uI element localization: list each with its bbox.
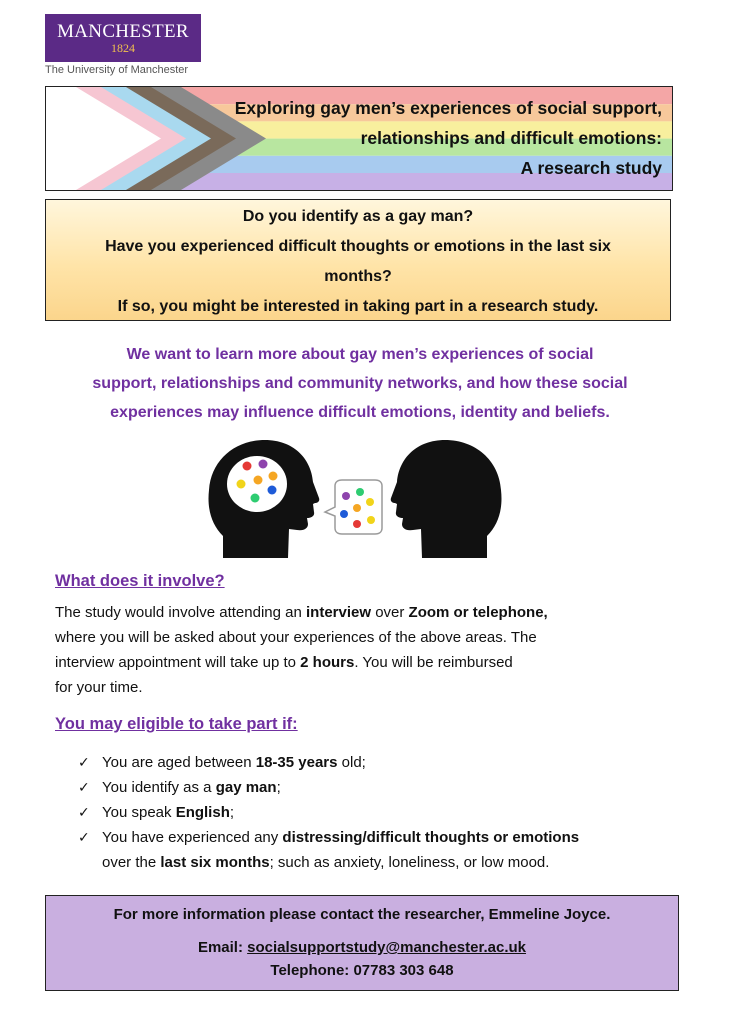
text-run: for your time. xyxy=(55,679,143,696)
text-run: ; xyxy=(229,804,235,821)
logo-wordmark: MANCHESTER xyxy=(57,20,189,42)
eligibility-heading: You may eligible to take part if: xyxy=(55,715,298,733)
bold-run: last six months xyxy=(160,854,270,871)
screening-questions-box xyxy=(45,199,671,321)
question-line: If so, you might be interested in taking part in a research study. xyxy=(117,298,599,315)
list-item xyxy=(78,800,678,825)
text-run: You identify as a xyxy=(102,779,216,796)
checkmark-icon: ✓ xyxy=(78,754,90,770)
involve-heading: What does it involve? xyxy=(55,572,225,590)
logo-year: 1824 xyxy=(111,40,135,55)
logo-subtitle: The University of Manchester xyxy=(45,64,189,76)
title-banner xyxy=(45,86,673,191)
text-run: The study would involve attending an xyxy=(55,604,306,621)
question-line: Do you identify as a gay man? xyxy=(242,208,474,225)
study-title-line: A research study xyxy=(520,158,662,178)
question-line: months? xyxy=(324,268,392,285)
text-run: ; such as anxiety, loneliness, or low mood. xyxy=(269,854,550,871)
text-run: You are aged between xyxy=(102,754,256,771)
intro-line: experiences may influence difficult emotions, identity and beliefs. xyxy=(110,404,610,421)
intro-line: We want to learn more about gay men’s experiences of social xyxy=(126,346,594,363)
email-link[interactable]: socialsupportstudy@manchester.ac.uk xyxy=(247,939,527,956)
study-title xyxy=(235,93,662,183)
email-label: Email: xyxy=(197,939,248,956)
text-run: ; xyxy=(276,779,281,796)
study-title-line: Exploring gay men’s experiences of social support, xyxy=(234,98,662,118)
text-run: interview appointment will take up to xyxy=(55,654,301,671)
question-line: Have you experienced difficult thoughts or emotions in the last six xyxy=(105,238,611,255)
checkmark-icon: ✓ xyxy=(78,779,90,795)
bold-run: Zoom or telephone, xyxy=(408,604,548,621)
bold-run: English xyxy=(175,804,230,821)
contact-box xyxy=(45,895,679,991)
study-title-line: relationships and difficult emotions: xyxy=(360,128,662,148)
eligibility-list xyxy=(78,750,678,875)
list-item xyxy=(78,825,678,875)
bold-run: 2 hours xyxy=(300,654,355,671)
text-run: old; xyxy=(337,754,366,771)
text-run: over the xyxy=(102,854,161,871)
bold-run: distressing/difficult thoughts or emotions xyxy=(282,829,580,846)
bold-run: interview xyxy=(306,604,372,621)
involve-description xyxy=(55,600,665,700)
text-run: You have experienced any xyxy=(102,829,283,846)
list-item xyxy=(78,775,678,800)
intro-text xyxy=(50,340,670,427)
checkmark-icon: ✓ xyxy=(78,829,90,845)
conversation-illustration xyxy=(205,438,505,560)
right-head-silhouette-icon xyxy=(391,440,502,558)
text-run: You speak xyxy=(102,804,176,821)
university-logo xyxy=(45,14,201,62)
contact-phone: Telephone: 07783 303 648 xyxy=(270,962,454,979)
bold-run: 18-35 years xyxy=(255,754,338,771)
text-run: . You will be reimbursed xyxy=(354,654,513,671)
contact-email-line xyxy=(46,939,678,956)
intro-line: support, relationships and community networks, and how these social xyxy=(92,375,628,392)
bold-run: gay man xyxy=(215,779,277,796)
checkmark-icon: ✓ xyxy=(78,804,90,820)
text-run: over xyxy=(371,604,409,621)
list-item xyxy=(78,750,678,775)
speech-bubble-icon xyxy=(325,480,382,534)
contact-intro: For more information please contact the researcher, Emmeline Joyce. xyxy=(113,906,611,923)
text-run: where you will be asked about your experiences of the above areas. The xyxy=(55,629,537,646)
